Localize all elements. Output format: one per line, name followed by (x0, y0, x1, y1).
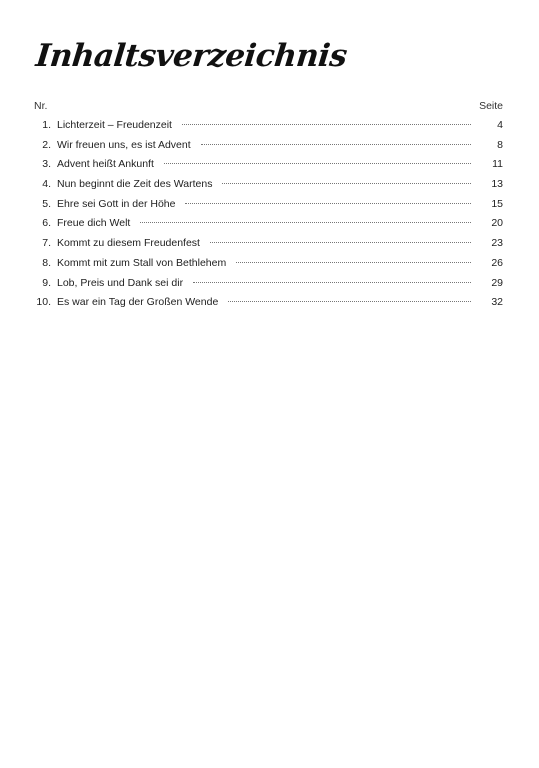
entry-title: Lichterzeit – Freudenzeit (57, 119, 172, 131)
toc-entry (34, 139, 503, 159)
entry-title: Advent heißt Ankunft (57, 158, 154, 171)
dot-leader (140, 222, 471, 223)
dot-leader (201, 144, 471, 145)
toc-entry (34, 158, 503, 178)
entry-title: Kommt mit zum Stall von Bethlehem (57, 256, 227, 269)
dot-leader (193, 282, 471, 283)
number-column-header: Nr. (34, 100, 48, 112)
entry-page: 15 (491, 197, 503, 210)
entry-page: 13 (491, 178, 503, 191)
entry-title: Freue dich Welt (57, 217, 131, 230)
page-column-header: Seite (479, 100, 503, 112)
entry-number: 9. (42, 276, 51, 289)
toc-entry (34, 257, 503, 277)
entry-page: 32 (491, 296, 503, 309)
entry-number: 5. (42, 197, 51, 210)
entry-page: 11 (492, 158, 503, 171)
entry-title: Ehre sei Gott in der Höhe (57, 197, 176, 210)
dot-leader (228, 301, 471, 302)
dot-leader (182, 124, 471, 125)
entry-page: 4 (497, 119, 503, 131)
dot-leader (210, 242, 471, 243)
entry-page: 20 (491, 217, 503, 230)
entry-title: Wir freuen uns, es ist Advent (57, 138, 191, 151)
entry-page: 26 (491, 256, 503, 269)
toc-entry (34, 119, 503, 139)
dot-leader (222, 183, 471, 184)
dot-leader (164, 163, 471, 164)
entry-number: 7. (42, 237, 51, 250)
entry-title: Lob, Preis und Dank sei dir (57, 276, 184, 289)
page-title: Inhaltsverzeichnis (34, 38, 349, 74)
entry-number: 2. (42, 138, 51, 151)
entry-number: 1. (42, 119, 51, 131)
entry-number: 10. (36, 296, 51, 309)
entry-page: 29 (491, 276, 503, 289)
entry-page: 8 (497, 138, 503, 151)
entry-number: 3. (42, 158, 51, 171)
dot-leader (236, 262, 471, 263)
entry-number: 4. (42, 178, 51, 191)
toc-entry (34, 217, 503, 237)
toc-entry (34, 178, 503, 198)
entry-number: 8. (42, 256, 51, 269)
entry-number: 6. (42, 217, 51, 230)
toc-entry (34, 198, 503, 218)
dot-leader (185, 203, 471, 204)
toc-entry (34, 296, 503, 316)
entry-title: Kommt zu diesem Freudenfest (57, 237, 200, 250)
toc-entry (34, 277, 503, 297)
toc-entry (34, 237, 503, 257)
table-of-contents (34, 119, 503, 316)
toc-header (34, 100, 503, 112)
entry-page: 23 (491, 237, 503, 250)
entry-title: Nun beginnt die Zeit des Wartens (57, 178, 213, 191)
entry-title: Es war ein Tag der Großen Wende (57, 296, 219, 309)
